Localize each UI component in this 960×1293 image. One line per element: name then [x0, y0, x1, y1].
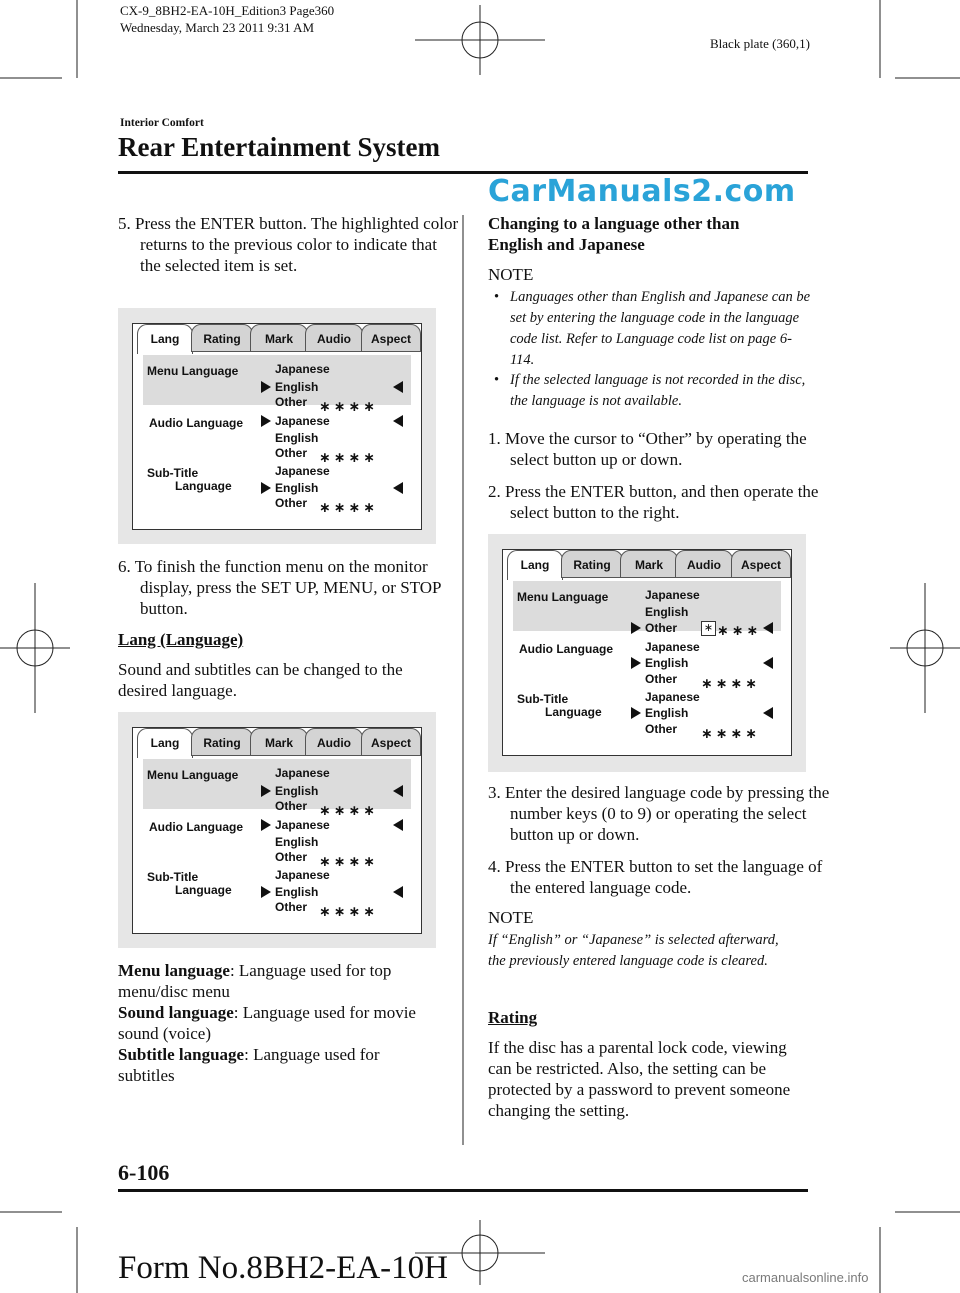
subtitle-label-1: Sub-Title	[517, 692, 569, 706]
site-watermark: carmanualsonline.info	[742, 1270, 869, 1285]
step-6	[118, 556, 460, 619]
tab-aspect: Aspect	[731, 550, 791, 578]
audio-language-label: Audio Language	[519, 642, 613, 656]
print-info	[120, 2, 334, 36]
note-bullet-1: • Languages other than English and Japanese can be set by entering the language code in the language code list. Refer to Language code list on page 6-114.	[490, 287, 814, 371]
option-japanese: Japanese	[645, 588, 700, 602]
cursor-right-icon	[631, 622, 641, 634]
screen-diagram-1	[118, 308, 436, 544]
code-stars: ∗∗∗	[717, 622, 762, 638]
def-sound-language	[118, 1002, 440, 1044]
tab-audio: Audio	[305, 324, 363, 352]
cursor-left-icon	[393, 482, 403, 494]
option-other: Other	[275, 496, 308, 510]
option-japanese: Japanese	[275, 414, 330, 428]
tab-audio: Audio	[675, 550, 733, 578]
tab-rating: Rating	[561, 550, 623, 578]
subtitle-label-1: Sub-Title	[147, 870, 199, 884]
step-1-num: 1.	[488, 429, 501, 448]
step-1-text: Move the cursor to “Other” by operating the select button up or down.	[505, 429, 807, 469]
step-5-num: 5.	[118, 214, 131, 233]
option-japanese: Japanese	[275, 362, 330, 376]
tab-lang: Lang	[507, 550, 563, 580]
option-english: English	[275, 380, 319, 394]
def-subtitle-language	[118, 1044, 440, 1086]
cursor-right-icon	[261, 415, 271, 427]
option-english: English	[275, 431, 319, 445]
option-other: Other	[275, 799, 308, 813]
option-other: Other	[275, 900, 308, 914]
cursor-left-icon	[393, 415, 403, 427]
option-english: English	[275, 835, 319, 849]
step-2-num: 2.	[488, 482, 501, 501]
lang-heading: Lang (Language)	[118, 630, 244, 649]
cursor-left-icon	[763, 707, 773, 719]
cursor-right-icon	[261, 482, 271, 494]
code-stars: ∗∗∗∗	[319, 903, 378, 919]
code-stars: ∗∗∗∗	[701, 675, 760, 691]
cursor-right-icon	[261, 886, 271, 898]
cursor-left-icon	[393, 886, 403, 898]
step-1	[488, 428, 830, 470]
option-other: Other	[645, 722, 678, 736]
def-term: Subtitle language	[118, 1045, 245, 1064]
rating-heading: Rating	[488, 1008, 538, 1027]
cursor-right-icon	[261, 785, 271, 797]
screen-1	[132, 323, 422, 530]
option-japanese: Japanese	[275, 818, 330, 832]
option-english: English	[275, 481, 319, 495]
step-4-num: 4.	[488, 857, 501, 876]
step-5	[118, 213, 460, 276]
tab-aspect: Aspect	[361, 728, 421, 756]
note-bullet-2: • If the selected language is not recorded in the disc, the language is not available.	[490, 370, 814, 412]
cursor-right-icon	[631, 707, 641, 719]
cursor-right-icon	[261, 819, 271, 831]
tab-mark: Mark	[250, 324, 308, 352]
definitions	[118, 960, 440, 1086]
footer-rule	[118, 1189, 808, 1192]
option-japanese: Japanese	[645, 640, 700, 654]
screen-3	[502, 549, 792, 756]
watermark: CarManuals2.com	[488, 174, 796, 209]
def-desc: : Language used for top menu/disc menu	[118, 961, 392, 1001]
note2-text: If “English” or “Japanese” is selected afterward, the previously entered language code is cleared.	[488, 932, 779, 969]
right-heading: Changing to a language other than English and Japanese	[488, 214, 740, 254]
tab-lang: Lang	[137, 324, 193, 354]
code-stars: ∗∗∗∗	[319, 802, 378, 818]
tab-audio: Audio	[305, 728, 363, 756]
def-menu-language	[118, 960, 440, 1002]
note-label: NOTE	[488, 265, 534, 284]
option-other: Other	[645, 672, 678, 686]
tab-mark: Mark	[620, 550, 678, 578]
option-japanese: Japanese	[645, 690, 700, 704]
screen-diagram-3	[488, 534, 806, 772]
menu-language-label: Menu Language	[517, 590, 609, 604]
code-stars: ∗∗∗∗	[701, 725, 760, 741]
lang-intro: Sound and subtitles can be changed to the desired language.	[118, 660, 403, 700]
cursor-left-icon	[763, 657, 773, 669]
option-japanese: Japanese	[275, 464, 330, 478]
def-desc: : Language used for movie sound (voice)	[118, 1003, 416, 1043]
cursor-left-icon	[763, 622, 773, 634]
screen-diagram-2	[118, 712, 436, 948]
cursor-left-icon	[393, 819, 403, 831]
rating-text: If the disc has a parental lock code, viewing can be restricted. Also, the setting can be protected by a password to prevent someone changing the setting.	[488, 1038, 791, 1120]
cursor-right-icon	[631, 657, 641, 669]
cursor-left-icon	[393, 381, 403, 393]
print-line1: CX-9_8BH2-EA-10H_Edition3 Page360	[120, 3, 335, 18]
tab-mark: Mark	[250, 728, 308, 756]
plate-info: Black plate (360,1)	[710, 36, 810, 51]
def-term: Menu language	[118, 961, 230, 980]
step-4-text: Press the ENTER button to set the language of the entered language code.	[505, 857, 823, 897]
def-term: Sound language	[118, 1003, 234, 1022]
audio-language-label: Audio Language	[149, 416, 243, 430]
screen-2	[132, 727, 422, 934]
code-stars: ∗∗∗∗	[319, 449, 378, 465]
step-2	[488, 481, 830, 523]
step-3-num: 3.	[488, 783, 501, 802]
code-stars: ∗∗∗∗	[319, 398, 378, 414]
step-3	[488, 782, 830, 845]
page-number: 6-106	[118, 1160, 170, 1185]
option-english: English	[275, 784, 319, 798]
step-4	[488, 856, 830, 898]
print-line2: Wednesday, March 23 2011 9:31 AM	[120, 20, 315, 35]
tab-rating: Rating	[191, 728, 253, 756]
option-japanese: Japanese	[275, 766, 330, 780]
option-english: English	[275, 885, 319, 899]
step-6-text: To finish the function menu on the monitor display, press the SET UP, MENU, or STOP button.	[134, 557, 441, 618]
tab-lang: Lang	[137, 728, 193, 758]
option-english: English	[645, 605, 689, 619]
form-number: Form No.8BH2-EA-10H	[118, 1250, 448, 1286]
note2-label: NOTE	[488, 908, 534, 927]
option-english: English	[645, 706, 689, 720]
menu-language-label: Menu Language	[147, 768, 239, 782]
option-other: Other	[645, 621, 678, 635]
audio-language-label: Audio Language	[149, 820, 243, 834]
option-japanese: Japanese	[275, 868, 330, 882]
code-stars: ∗∗∗∗	[319, 853, 378, 869]
tab-rating: Rating	[191, 324, 253, 352]
code-entry-box: ∗	[701, 621, 716, 636]
subtitle-label-2: Language	[545, 705, 602, 719]
code-stars: ∗∗∗∗	[319, 499, 378, 515]
option-other: Other	[275, 850, 308, 864]
cursor-right-icon	[261, 381, 271, 393]
subtitle-label-2: Language	[175, 479, 232, 493]
option-other: Other	[275, 446, 308, 460]
option-english: English	[645, 656, 689, 670]
page-title: Rear Entertainment System	[118, 132, 440, 162]
option-other: Other	[275, 395, 308, 409]
subtitle-label-2: Language	[175, 883, 232, 897]
def-desc: : Language used for subtitles	[118, 1045, 380, 1085]
tab-aspect: Aspect	[361, 324, 421, 352]
step-3-text: Enter the desired language code by pressing the number keys (0 to 9) or operating the select button up or down.	[505, 783, 830, 844]
cursor-left-icon	[393, 785, 403, 797]
section-name: Interior Comfort	[120, 117, 204, 129]
menu-language-label: Menu Language	[147, 364, 239, 378]
subtitle-label-1: Sub-Title	[147, 466, 199, 480]
step-2-text: Press the ENTER button, and then operate the select button to the right.	[505, 482, 819, 522]
step-5-text: Press the ENTER button. The highlighted color returns to the previous color to indicate that the selected item is set.	[135, 214, 459, 275]
step-6-num: 6.	[118, 557, 131, 576]
